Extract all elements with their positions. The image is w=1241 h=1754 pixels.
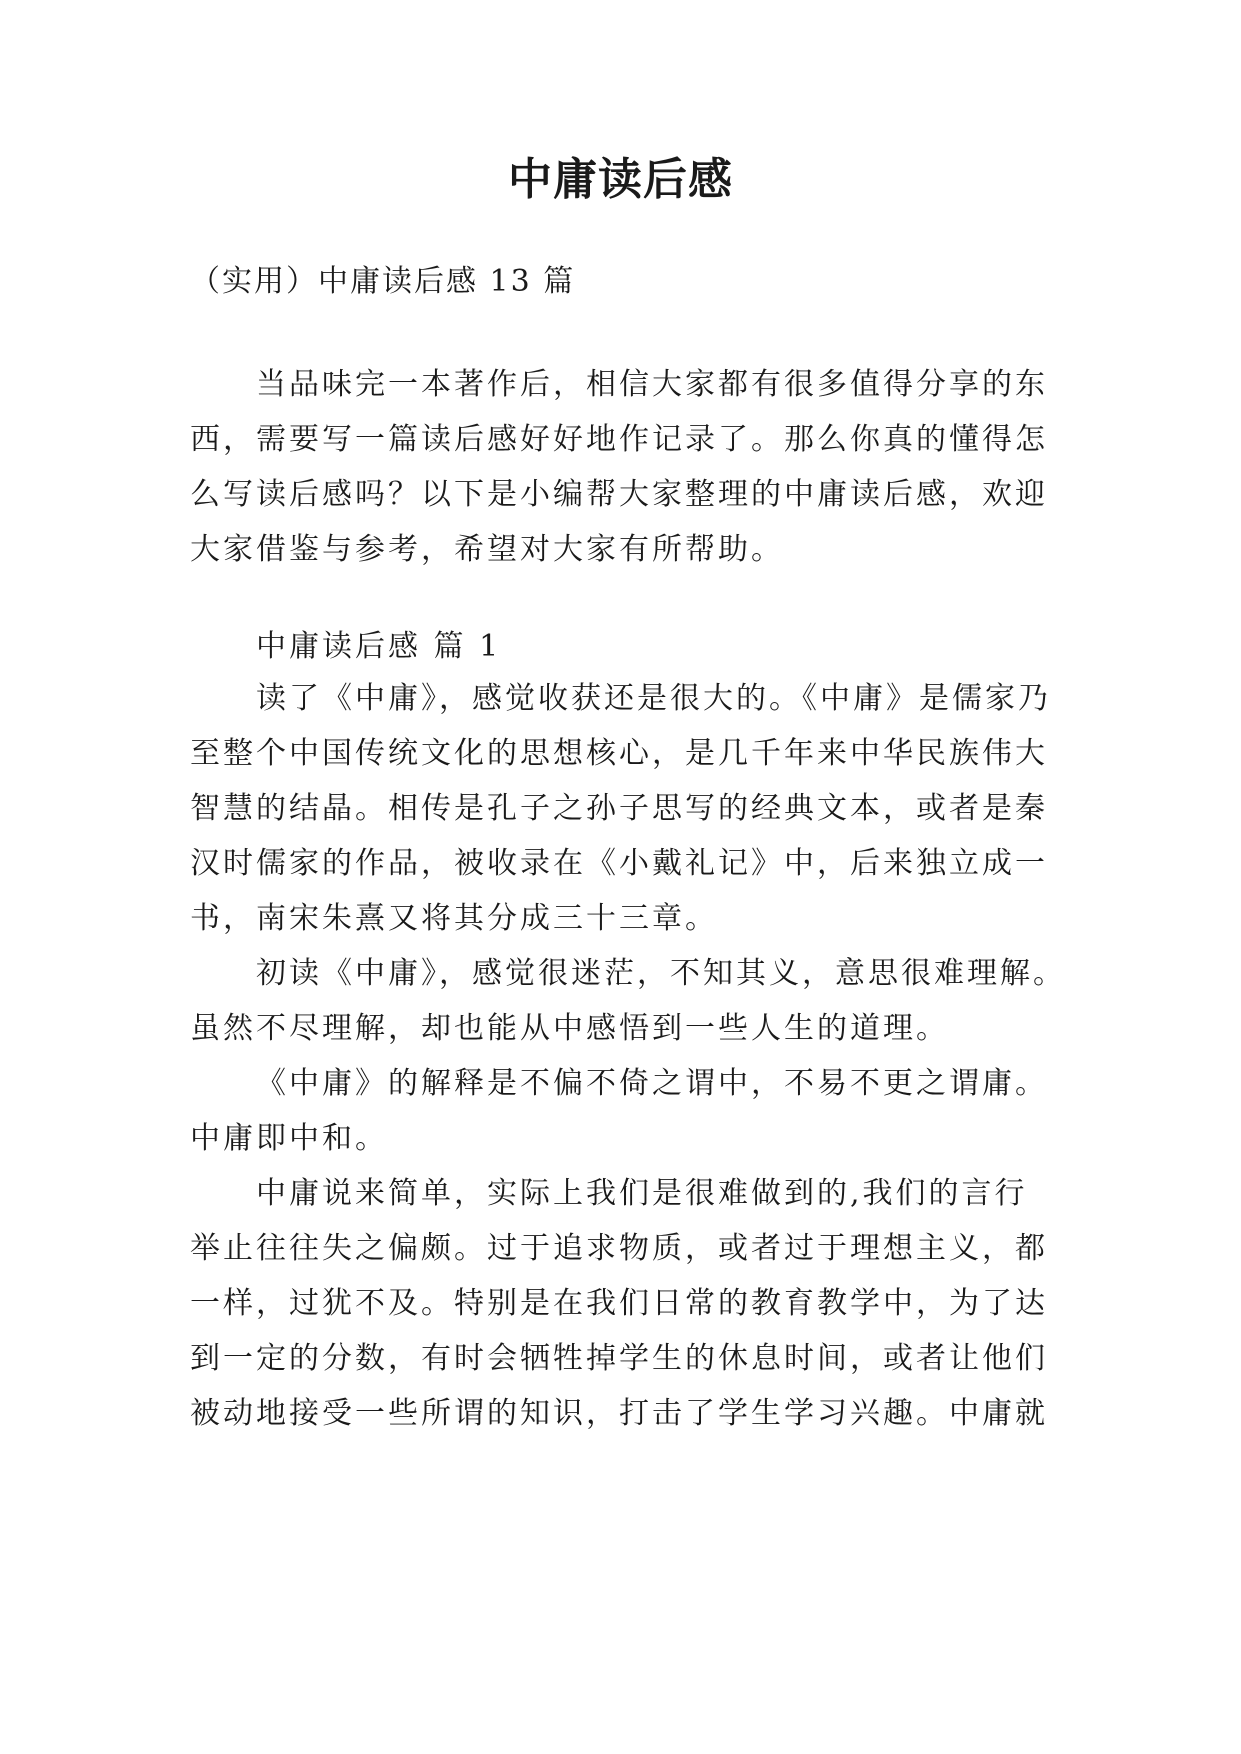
paragraph-line: 中庸说来简单，实际上我们是很难做到的,我们的言行 <box>256 1176 1028 1211</box>
paragraph-line: 初读《中庸》，感觉很迷茫，不知其义，意思很难理解。 <box>256 956 1066 991</box>
paragraph-line: 一样，过犹不及。特别是在我们日常的教育教学中，为了达 <box>190 1286 1048 1321</box>
paragraph-line: 举止往往失之偏颇。过于追求物质，或者过于理想主义，都 <box>190 1231 1048 1266</box>
section-heading: 中庸读后感 篇 1 <box>256 629 502 664</box>
paragraph-line: 智慧的结晶。相传是孔子之孙子思写的经典文本，或者是秦 <box>190 791 1048 826</box>
paragraph-line: 汉时儒家的作品，被收录在《小戴礼记》中，后来独立成一 <box>190 846 1048 881</box>
paragraph-line: 至整个中国传统文化的思想核心，是几千年来中华民族伟大 <box>190 736 1048 771</box>
paragraph-line: 书，南宋朱熹又将其分成三十三章。 <box>190 901 718 936</box>
paragraph-line: 《中庸》的解释是不偏不倚之谓中，不易不更之谓庸。 <box>256 1066 1048 1101</box>
intro-line: 大家借鉴与参考，希望对大家有所帮助。 <box>190 532 784 567</box>
intro-line: 当品味完一本著作后，相信大家都有很多值得分享的东 <box>256 367 1048 402</box>
paragraph-line: 到一定的分数，有时会牺牲掉学生的休息时间，或者让他们 <box>190 1341 1048 1376</box>
paragraph-line: 被动地接受一些所谓的知识，打击了学生学习兴趣。中庸就 <box>190 1396 1048 1431</box>
document-title: 中庸读后感 <box>508 154 733 205</box>
intro-line: 么写读后感吗？以下是小编帮大家整理的中庸读后感，欢迎 <box>190 477 1048 512</box>
document-subtitle: （实用）中庸读后感 13 篇 <box>190 264 576 299</box>
paragraph-line: 中庸即中和。 <box>190 1121 388 1156</box>
paragraph-line: 读了《中庸》，感觉收获还是很大的。《中庸》是儒家乃 <box>256 681 1051 716</box>
intro-line: 西，需要写一篇读后感好好地作记录了。那么你真的懂得怎 <box>190 422 1048 457</box>
paragraph-line: 虽然不尽理解，却也能从中感悟到一些人生的道理。 <box>190 1011 949 1046</box>
